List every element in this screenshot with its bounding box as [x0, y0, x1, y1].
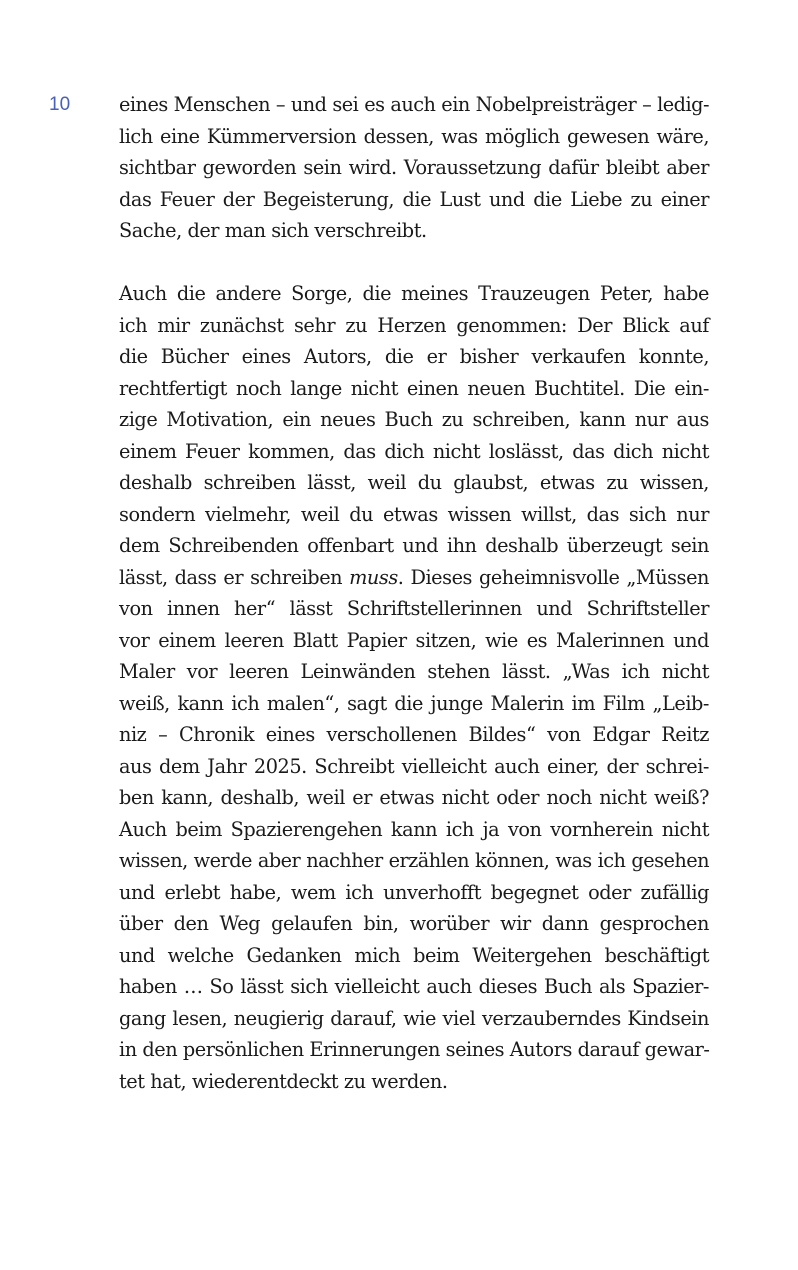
- text-line-content: sichtbar geworden sein wird. Voraussetzung dafür bleibt aber: [119, 156, 709, 179]
- text-line: [119, 688, 709, 720]
- text-line: [119, 436, 709, 468]
- text-line: [119, 656, 709, 688]
- text-line: [119, 1034, 709, 1066]
- text-line-content: Auch die andere Sorge, die meines Trauzeugen Peter, habe: [119, 282, 709, 305]
- text-line-content: sondern vielmehr, weil du etwas wissen willst, das sich nur: [119, 502, 709, 526]
- text-line: [119, 184, 709, 216]
- text-line-content: und welche Gedanken mich beim Weitergehen beschäftigt: [119, 943, 709, 967]
- text-line-content: gang lesen, neugierig darauf, wie viel verzauberndes Kindsein: [119, 1006, 709, 1030]
- paragraph-1: [119, 89, 709, 247]
- text-line-content: niz – Chronik eines verschollenen Bildes“ von Edgar Reitz: [119, 723, 709, 746]
- text-line: [119, 278, 709, 310]
- text-line: [119, 499, 709, 531]
- text-line: [119, 751, 709, 783]
- text-line-content: weiß, kann ich malen“, sagt die junge Malerin im Film „Leib-: [119, 691, 709, 715]
- text-line-content: eines Menschen – und sei es auch ein Nobelpreisträger – ledig-: [119, 93, 709, 116]
- text-line-content: deshalb schreiben lässt, weil du glaubst, etwas zu wissen,: [119, 471, 709, 494]
- text-line-content: ben kann, deshalb, weil er etwas nicht oder noch nicht weiß?: [119, 786, 709, 809]
- text-line: [119, 971, 709, 1003]
- text-line-content: zige Motivation, ein neues Buch zu schreiben, kann nur aus: [119, 408, 709, 431]
- text-line: [119, 1066, 709, 1098]
- text-line-continuation: . Dieses geheimnisvolle „Müssen: [397, 565, 709, 589]
- text-line: [119, 310, 709, 342]
- text-line-content: in den persönlichen Erinnerungen seines Autors darauf gewar-: [119, 1038, 710, 1061]
- text-line: [119, 341, 709, 373]
- text-line-content: ich mir zunächst sehr zu Herzen genommen: Der Blick auf: [119, 313, 709, 337]
- text-line-content: wissen, werde aber nachher erzählen können, was ich gesehen: [119, 849, 709, 872]
- emphasis-text: muss: [349, 565, 398, 589]
- text-line-content: aus dem Jahr 2025. Schreibt vielleicht auch einer, der schrei-: [119, 754, 709, 778]
- text-line-content: die Bücher eines Autors, die er bisher verkaufen konnte,: [119, 345, 709, 368]
- text-line: [119, 530, 709, 562]
- text-line-content: das Feuer der Begeisterung, die Lust und die Liebe zu einer: [119, 187, 709, 211]
- text-line: [119, 845, 709, 877]
- text-line: [119, 625, 709, 657]
- text-line: [119, 940, 709, 972]
- text-line: [119, 404, 709, 436]
- text-line: [119, 782, 709, 814]
- text-line: [119, 908, 709, 940]
- text-line-content: über den Weg gelaufen bin, worüber wir dann gesprochen: [119, 912, 709, 935]
- text-line: [119, 215, 709, 247]
- text-line-content: lich eine Kümmerversion dessen, was möglich gewesen wäre,: [119, 124, 709, 148]
- text-line-content: vor einem leeren Blatt Papier sitzen, wie es Malerinnen und: [119, 628, 709, 652]
- text-line-content: tet hat, wiederentdeckt zu werden.: [119, 1069, 448, 1093]
- text-line: [119, 593, 709, 625]
- text-line-content: lässt, dass er schreiben: [119, 565, 350, 589]
- text-line: [119, 1003, 709, 1035]
- text-line-content: einem Feuer kommen, das dich nicht loslässt, das dich nicht: [119, 439, 709, 463]
- paragraph-2: [119, 278, 709, 1097]
- text-line-content: von innen her“ lässt Schriftstellerinnen und Schriftsteller: [119, 597, 709, 620]
- page-number: 10: [49, 94, 71, 115]
- text-line: [119, 152, 709, 184]
- text-line: [119, 719, 709, 751]
- text-line-content: Maler vor leeren Leinwänden stehen lässt. „Was ich nicht: [119, 660, 709, 683]
- text-line: [119, 467, 709, 499]
- text-line-content: dem Schreibenden offenbart und ihn deshalb überzeugt sein: [119, 534, 709, 557]
- text-line-content: Sache, der man sich verschreibt.: [119, 219, 427, 242]
- text-line-content: rechtfertigt noch lange nicht einen neuen Buchtitel. Die ein-: [119, 376, 709, 400]
- text-line: [119, 89, 709, 121]
- text-line: [119, 562, 709, 594]
- text-line-content: und erlebt habe, wem ich unverhofft begegnet oder zufällig: [119, 880, 709, 904]
- text-line-content: haben … So lässt sich vielleicht auch dieses Buch als Spazier-: [119, 975, 709, 998]
- text-line: [119, 373, 709, 405]
- text-line: [119, 121, 709, 153]
- text-line: [119, 814, 709, 846]
- text-line: [119, 877, 709, 909]
- text-line-content: Auch beim Spazierengehen kann ich ja von vornherein nicht: [119, 817, 709, 841]
